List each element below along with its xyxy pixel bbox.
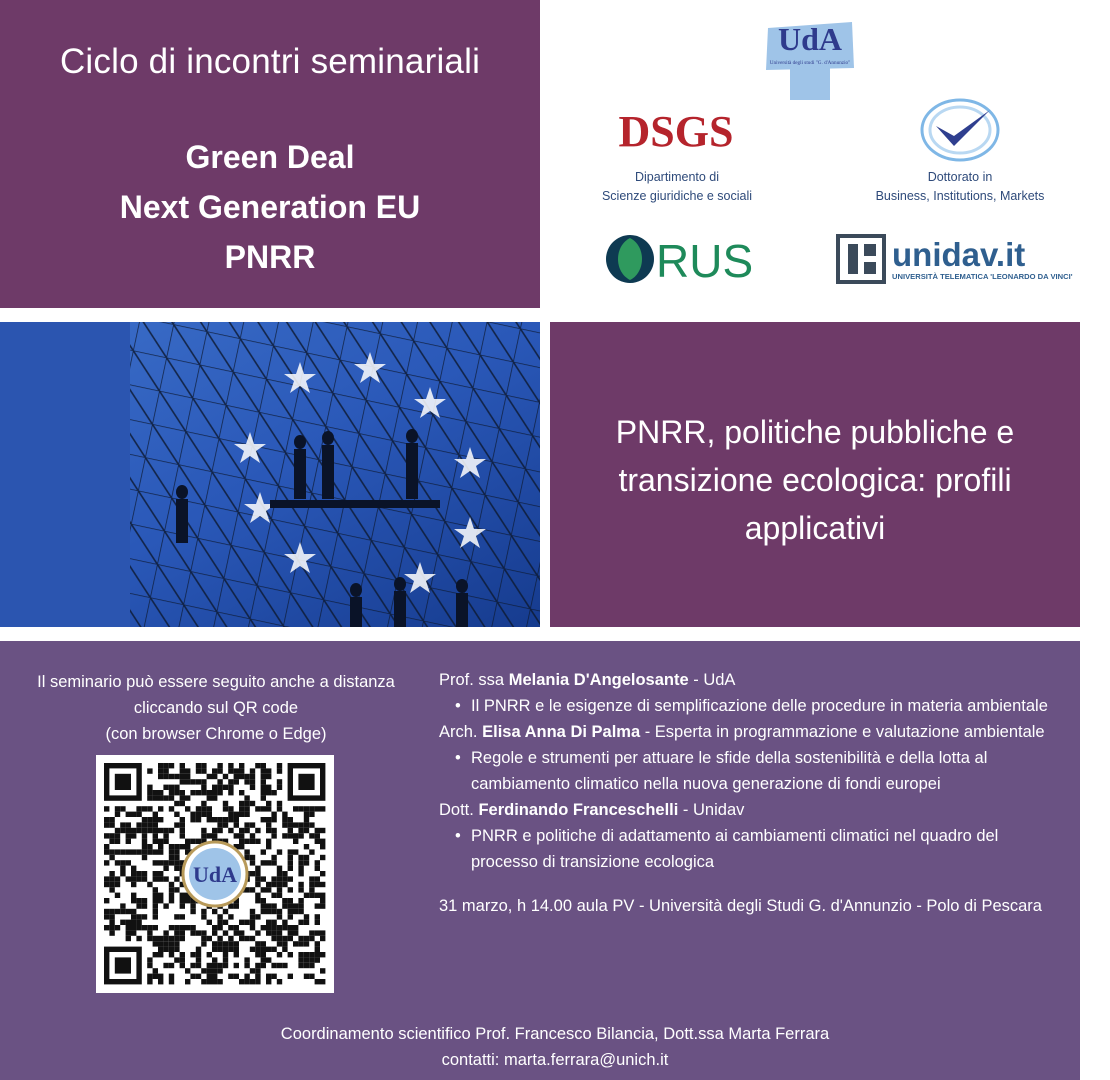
speaker-3-title: Dott.	[439, 801, 474, 819]
rus-logo	[604, 232, 754, 287]
seminar-title-panel	[550, 322, 1080, 627]
rus-logo-text: RUS	[656, 235, 754, 287]
qr-code[interactable]	[96, 755, 334, 993]
unidav-logo-text: unidav.it	[892, 236, 1026, 273]
dsgs-caption	[572, 168, 782, 206]
speaker-3-affiliation: - Unidav	[678, 801, 745, 819]
contact-email[interactable]: contatti: marta.ferrara@unich.it	[441, 1051, 669, 1069]
event-details: 31 marzo, h 14.00 aula PV - Università degli Studi G. d'Annunzio - Polo di Pescara	[439, 897, 1042, 915]
logos-panel	[540, 0, 1080, 308]
speaker-2-talks	[439, 745, 1059, 797]
remote-info-line-3: (con browser Chrome o Edge)	[105, 725, 327, 743]
dottorato-caption	[860, 168, 1060, 206]
speaker-1-talks	[439, 693, 1059, 719]
headline-line-2: Next Generation EU	[119, 189, 421, 225]
remote-info-line-2: cliccando sul QR code	[133, 699, 299, 717]
speaker-program	[439, 667, 1059, 919]
uda-logo-subtext: Università degli studi "G. d'Annunzio"	[769, 60, 851, 66]
headline	[0, 132, 540, 282]
speaker-1-affiliation: - UdA	[688, 671, 736, 689]
unidav-logo	[836, 234, 1073, 284]
speaker-2-talk: • Regole e strumenti per attuare le sfide della sostenibilità e della lotta al cambiamento climatico nella nuova generazione di fondi europei	[471, 745, 1059, 797]
speaker-1-talk: • Il PNRR e le esigenze di semplificazione delle procedure in materia ambientale	[471, 693, 1059, 719]
dsgs-caption-line-1: Dipartimento di	[634, 170, 720, 184]
speaker-1-title: Prof. ssa	[439, 671, 505, 689]
uda-logo	[760, 8, 860, 103]
eu-flag-scaffolding-photo	[0, 322, 540, 627]
speaker-2-name: Elisa Anna Di Palma	[482, 723, 641, 741]
headline-line-3: PNRR	[224, 239, 316, 275]
speaker-3-talks	[439, 823, 1059, 875]
speaker-3	[439, 797, 1059, 823]
uda-logo-text: UdA	[777, 21, 843, 57]
coordination-info	[0, 1021, 1110, 1073]
title-panel	[0, 0, 540, 308]
seminar-title: PNRR, politiche pubbliche e transizione ecologica: profili applicativi	[615, 414, 1015, 546]
dottorato-caption-line-1: Dottorato in	[927, 170, 993, 184]
info-panel	[0, 641, 1080, 1080]
speaker-2	[439, 719, 1059, 745]
speaker-1	[439, 667, 1059, 693]
dsgs-logo-text: DSGS	[618, 107, 734, 156]
series-label: Ciclo di incontri seminariali	[59, 42, 481, 81]
unidav-logo-subtext: UNIVERSITÀ TELEMATICA 'LEONARDO DA VINCI'	[892, 272, 1073, 281]
qr-badge-text: UdA	[192, 862, 238, 887]
remote-info	[0, 669, 432, 747]
speaker-2-affiliation: - Esperta in programmazione e valutazione ambientale	[640, 723, 1045, 741]
coordination-text: Coordinamento scientifico Prof. Francesco Bilancia, Dott.ssa Marta Ferrara	[280, 1025, 830, 1043]
speaker-3-talk: • PNRR e politiche di adattamento ai cambiamenti climatici nel quadro del processo di transizione ecologica	[471, 823, 1059, 875]
dottorato-caption-line-2: Business, Institutions, Markets	[875, 189, 1045, 203]
remote-info-line-1: Il seminario può essere seguito anche a distanza	[37, 673, 395, 691]
speaker-1-name: Melania D'Angelosante	[508, 671, 689, 689]
dottorato-logo	[918, 96, 1002, 164]
speaker-2-title: Arch.	[439, 723, 478, 741]
dsgs-logo	[606, 104, 746, 156]
headline-line-1: Green Deal	[185, 139, 355, 175]
dsgs-caption-line-2: Scienze giuridiche e sociali	[601, 189, 753, 203]
speaker-3-name: Ferdinando Franceschelli	[478, 801, 679, 819]
